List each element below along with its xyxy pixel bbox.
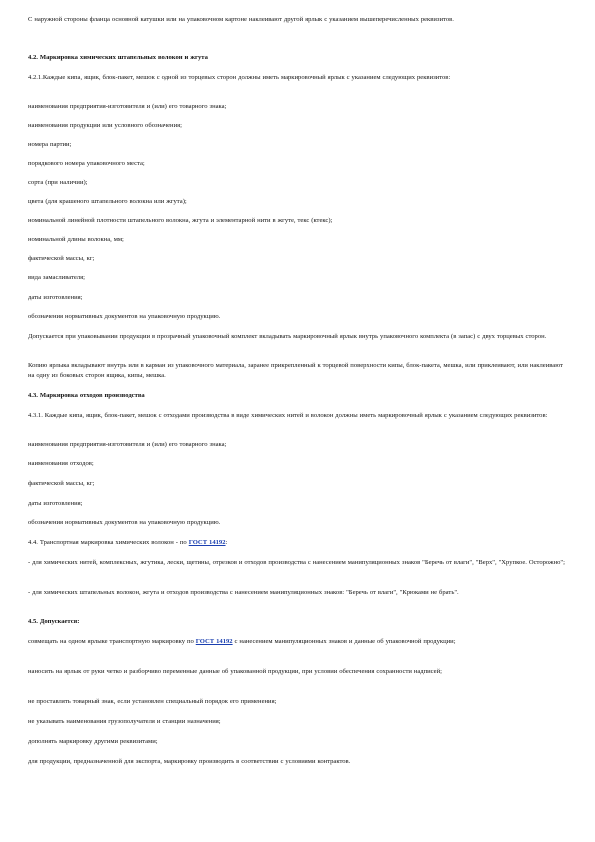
paragraph: порядкового номера упаковочного места;	[28, 160, 145, 167]
section-heading: 4.2. Маркировка химических штапельных волокон и жгута	[28, 54, 208, 61]
paragraph: не проставлять товарный знак, если установлен специальный порядок его применения;	[28, 698, 277, 705]
paragraph: Копию ярлыка вкладывают внутрь или в карман из упаковочного материала, заранее прикрепленный к торцевой поверхности кипы, блок-пакета, мешка, или приклеивают, или наклеивают на одну из боковых сторон ящика, кипы, мешка.	[28, 362, 563, 379]
paragraph: Допускается при упаковывании продукции в прозрачный упаковочный комплект вкладывать маркировочный ярлык внутрь упаковочного комплекта (в запас) с двух торцевых сторон.	[28, 333, 547, 340]
paragraph: С наружной стороны фланца основной катушки или на упаковочном картоне наклеивают другой ярлык с указанием вышеперечисленных реквизитов.	[28, 16, 454, 23]
section-heading: 4.3. Маркировка отходов производства	[28, 392, 145, 399]
paragraph: наименования отходов;	[28, 460, 94, 467]
paragraph: для продукции, предназначенной для экспорта, маркировку производить в соответствии с условиями контрактов.	[28, 758, 351, 765]
paragraph: наносить на ярлык от руки четко и разборчиво переменные данные об упакованной продукции, при условии обеспечения сохранности надписей;	[28, 668, 442, 675]
paragraph: фактической массы, кг;	[28, 255, 95, 262]
paragraph: номинальной длины волокна, мм;	[28, 236, 124, 243]
paragraph: фактической массы, кг;	[28, 480, 95, 487]
gost-link[interactable]: ГОСТ 14192	[188, 539, 226, 546]
paragraph: обозначения нормативных документов на упаковочную продукцию.	[28, 313, 221, 320]
paragraph: - для химических штапельных волокон, жгута и отходов производства с нанесением манипуляционных знаков: "Беречь от влаги", "Крюками не брать".	[28, 589, 459, 596]
paragraph: сорта (при наличии);	[28, 179, 88, 186]
paragraph: 4.2.1.Каждые кипа, ящик, блок-пакет, мешок с одной из торцевых сторон должны иметь маркировочный ярлык с указанием следующих реквизитов:	[28, 74, 451, 81]
paragraph-text: с нанесением манипуляционных знаков и данные об упаковочной продукции;	[232, 638, 456, 645]
paragraph	[28, 637, 565, 647]
paragraph-text: :	[225, 539, 228, 546]
paragraph: номера партии;	[28, 141, 72, 148]
paragraph: обозначения нормативных документов на упаковочную продукцию.	[28, 519, 221, 526]
paragraph: даты изготовления;	[28, 500, 83, 507]
paragraph: даты изготовления;	[28, 294, 83, 301]
paragraph: 4.3.1. Каждые кипа, ящик, блок-пакет, мешок с отходами производства в виде химических нитей и волокон должны иметь маркировочный ярлык с указанием следующих реквизитов:	[28, 412, 548, 419]
paragraph	[28, 538, 565, 548]
paragraph: - для химических нитей, комплексных, жгутика, лески, щетины, отрезков и отходов производства с нанесением манипуляционных знаков "Беречь от влаги", "Верх", "Хрупкое. Осторожно";	[28, 559, 565, 566]
paragraph-text: совмещать на одном ярлыке транспортную маркировку по	[28, 638, 196, 645]
paragraph-text: 4.4. Транспортная маркировка химических волокон - по	[28, 539, 189, 546]
gost-link[interactable]: ГОСТ 14192	[195, 638, 233, 645]
paragraph: наименования предприятия-изготовителя и (или) его товарного знака;	[28, 103, 227, 110]
paragraph: цвета (для крашеного штапельного волокна или жгута);	[28, 198, 187, 205]
paragraph: вида замасливателя;	[28, 274, 85, 281]
section-heading: 4.5. Допускается:	[28, 618, 80, 625]
paragraph: наименования предприятия-изготовителя и (или) его товарного знака;	[28, 441, 227, 448]
paragraph: номинальной линейной плотности штапельного волокна, жгута и элементарной нити в жгуте, текс (ктекс);	[28, 217, 333, 224]
paragraph: не указывать наименования грузополучателя и станции назначения;	[28, 718, 221, 725]
paragraph: дополнять маркировку другими реквизитами;	[28, 738, 158, 745]
paragraph: наименования продукции или условного обозначения;	[28, 122, 182, 129]
